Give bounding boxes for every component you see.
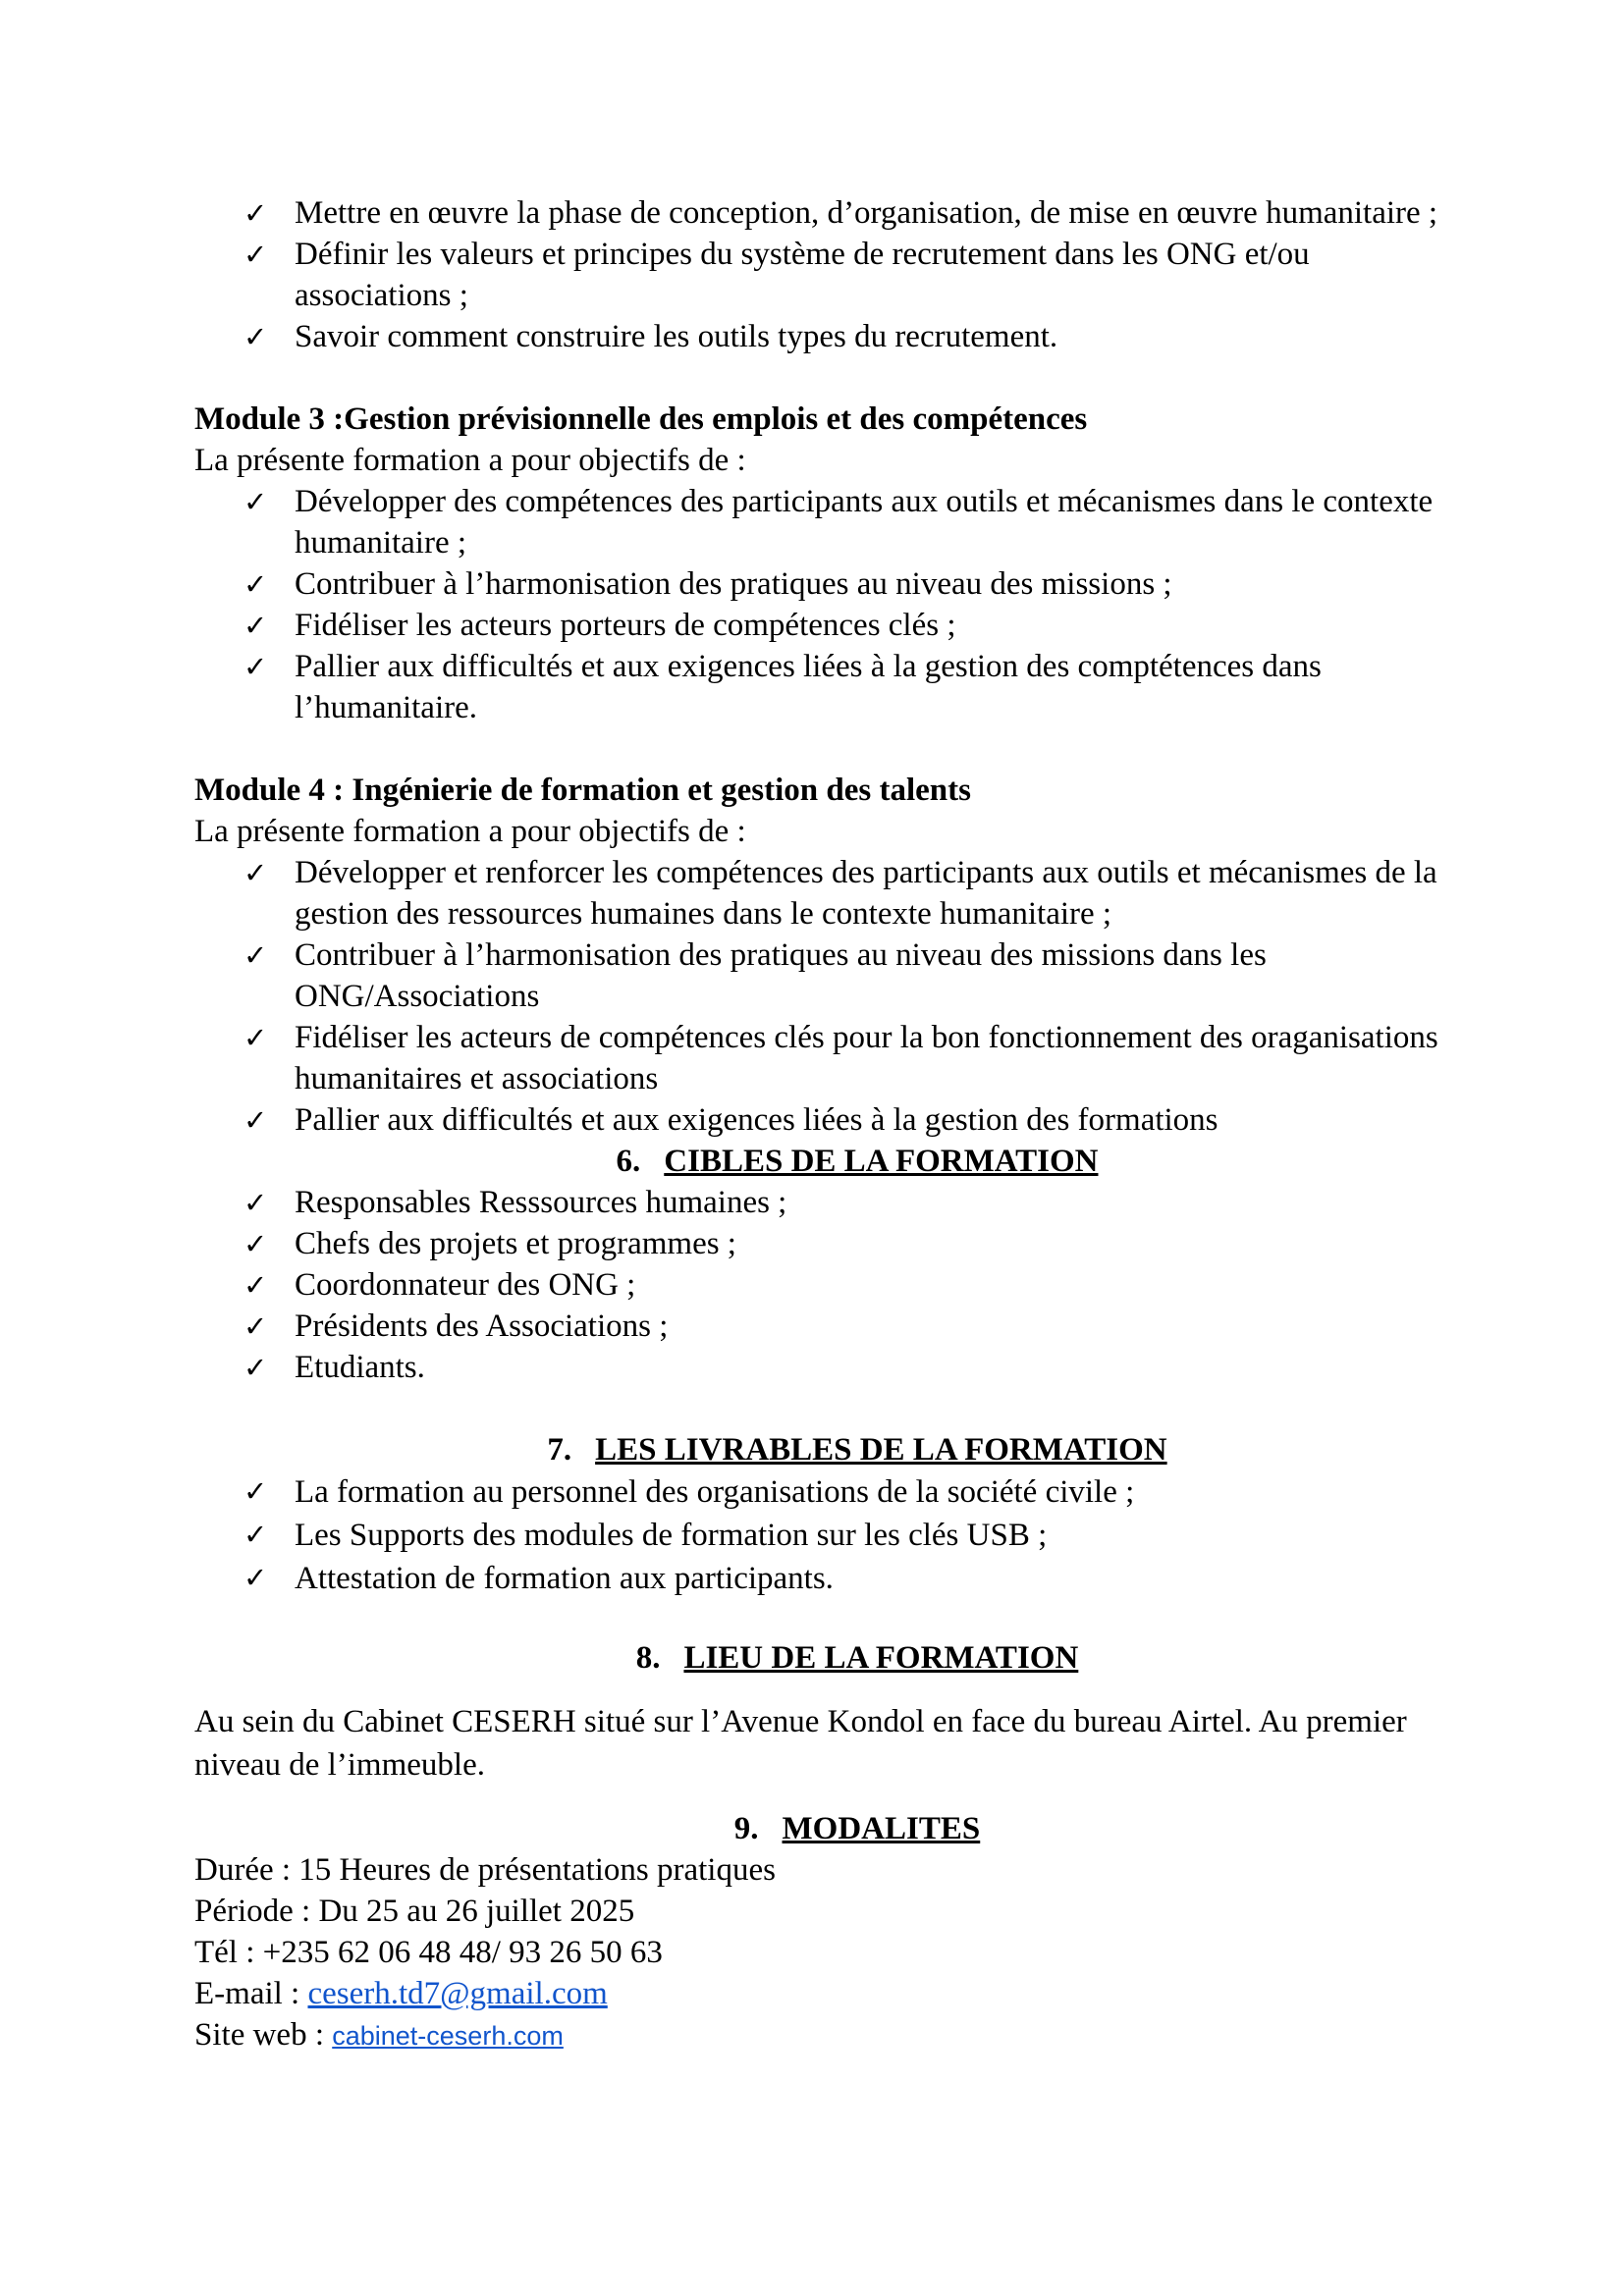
checkmark-icon: ✓ [244,238,268,271]
section-7-heading: 7. LES LIVRABLES DE LA FORMATION [547,1432,1167,1468]
period-line: Période : Du 25 au 26 juillet 2025 [194,1894,635,1929]
checkmark-icon: ✓ [244,1103,268,1137]
checkmark-icon: ✓ [244,196,268,230]
module-3-intro: La présente formation a pour objectifs de : [194,443,746,478]
checkmark-icon: ✓ [244,938,268,972]
checkmark-icon: ✓ [244,1186,268,1219]
list-item: ✓ Savoir comment construire les outils types du recrutement. [194,316,1471,357]
checkmark-icon: ✓ [244,1351,268,1384]
list-item: ✓ Contribuer à l’harmonisation des pratiques au niveau des missions ; [194,563,1471,605]
checkmark-icon: ✓ [244,1518,268,1551]
email-label: E-mail : [194,1976,308,2011]
list-item: ✓ Développer des compétences des participants aux outils et mécanismes dans le contexte humanitaire ; [194,481,1471,563]
checkmark-icon: ✓ [244,485,268,518]
section-9-heading: 9. MODALITES [733,1811,981,1846]
checkmark-icon: ✓ [244,1021,268,1054]
checkmark-icon: ✓ [244,1227,268,1260]
list-item: ✓ Coordonnateur des ONG ; [194,1264,1471,1306]
phone-line: Tél : +235 62 06 48 48/ 93 26 50 63 [194,1935,663,1970]
module-3-title: Module 3 :Gestion prévisionnelle des emplois et des compétences [194,401,1088,437]
list-item: ✓ Définir les valeurs et principes du système de recrutement dans les ONG et/ou associations ; [194,234,1471,316]
checkmark-icon: ✓ [244,1309,268,1343]
list-item: ✓ Pallier aux difficultés et aux exigences liées à la gestion des formations [194,1099,1471,1141]
list-item: ✓ Etudiants. [194,1347,1471,1388]
checkmark-icon: ✓ [244,1561,268,1594]
list-item: ✓ Responsables Resssources humaines ; [194,1182,1471,1223]
checkmark-icon: ✓ [244,567,268,601]
document-page [194,192,1471,2056]
website-label: Site web : [194,2017,333,2053]
section-6-list [194,1182,1471,1388]
email-link[interactable]: ceserh.td7@gmail.com [307,1976,608,2011]
module-4-title: Module 4 : Ingénierie de formation et gestion des talents [194,773,971,808]
section-7-list [194,1470,1471,1600]
module-4-intro: La présente formation a pour objectifs de : [194,814,746,849]
top-objectives-list [194,192,1471,357]
list-item: ✓ La formation au personnel des organisations de la société civile ; [194,1470,1471,1514]
list-item: ✓ Développer et renforcer les compétences des participants aux outils et mécanismes de la gestion des ressources humaines dans le contexte humanitaire ; [194,852,1471,934]
section-6-heading: 6. CIBLES DE LA FORMATION [616,1144,1099,1179]
list-item: ✓ Fidéliser les acteurs porteurs de compétences clés ; [194,605,1471,646]
section-8-heading: 8. LIEU DE LA FORMATION [635,1640,1079,1676]
list-item: ✓ Chefs des projets et programmes ; [194,1223,1471,1264]
checkmark-icon: ✓ [244,609,268,642]
checkmark-icon: ✓ [244,320,268,353]
checkmark-icon: ✓ [244,1268,268,1302]
list-item: ✓ Les Supports des modules de formation sur les clés USB ; [194,1514,1471,1557]
list-item: ✓ Pallier aux difficultés et aux exigences liées à la gestion des comptétences dans l’humanitaire. [194,646,1471,728]
module-4-list [194,852,1471,1141]
list-item: ✓ Présidents des Associations ; [194,1306,1471,1347]
module-3-list [194,481,1471,728]
list-item: ✓ Fidéliser les acteurs de compétences clés pour la bon fonctionnement des oraganisations humanitaires et associations [194,1017,1471,1099]
website-link[interactable]: cabinet-ceserh.com [332,2021,564,2051]
checkmark-icon: ✓ [244,1474,268,1508]
list-item: ✓ Attestation de formation aux participants. [194,1557,1471,1600]
website-line [194,2014,1471,2056]
list-item: ✓ Contribuer à l’harmonisation des pratiques au niveau des missions dans les ONG/Associations [194,934,1471,1017]
list-item: ✓ Mettre en œuvre la phase de conception, d’organisation, de mise en œuvre humanitaire ; [194,192,1471,234]
duration-line: Durée : 15 Heures de présentations pratiques [194,1852,776,1888]
checkmark-icon: ✓ [244,856,268,889]
location-paragraph: Au sein du Cabinet CESERH situé sur l’Avenue Kondol en face du bureau Airtel. Au premier niveau de l’immeuble. [194,1704,1407,1783]
checkmark-icon: ✓ [244,650,268,683]
email-line [194,1973,1471,2014]
